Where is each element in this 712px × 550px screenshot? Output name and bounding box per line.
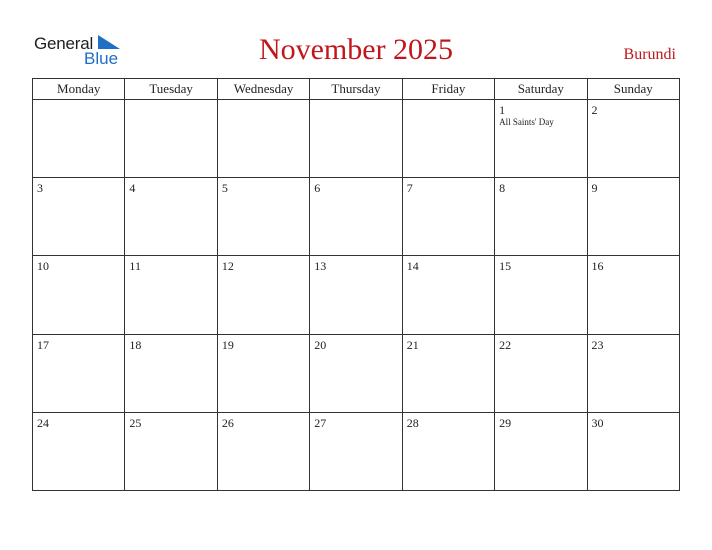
day-cell <box>125 178 217 256</box>
day-number: 19 <box>221 337 234 352</box>
day-number: 11 <box>129 259 141 274</box>
day-number: 27 <box>314 415 327 430</box>
day-cell <box>495 178 587 256</box>
day-cell <box>33 334 125 412</box>
day-cell <box>125 100 217 178</box>
weekday-header: Friday <box>402 79 494 100</box>
day-number: 26 <box>221 415 234 430</box>
week-row <box>33 100 680 178</box>
day-cell <box>125 334 217 412</box>
day-number: 20 <box>314 337 327 352</box>
day-number: 13 <box>314 259 327 274</box>
day-number: 15 <box>499 259 512 274</box>
day-cell <box>402 100 494 178</box>
day-number: 17 <box>37 337 49 352</box>
weekday-header-row <box>33 79 680 100</box>
calendar-grid <box>32 78 680 491</box>
day-cell <box>495 334 587 412</box>
day-number: 12 <box>221 259 234 274</box>
day-cell <box>310 334 402 412</box>
week-row <box>33 334 680 412</box>
day-cell <box>217 100 309 178</box>
day-number: 21 <box>406 337 419 352</box>
day-cell <box>125 412 217 490</box>
day-cell <box>587 256 679 334</box>
day-number: 23 <box>591 337 604 352</box>
day-number: 22 <box>499 337 512 352</box>
weekday-header: Thursday <box>310 79 402 100</box>
day-cell <box>402 334 494 412</box>
day-number: 1 <box>499 103 506 117</box>
weekday-header: Wednesday <box>217 79 309 100</box>
day-cell <box>217 256 309 334</box>
day-cell <box>217 412 309 490</box>
day-number: 4 <box>129 181 136 196</box>
weekday-header: Saturday <box>495 79 587 100</box>
holiday-label: All Saints' Day <box>499 117 554 127</box>
day-number: 16 <box>591 259 604 274</box>
week-row <box>33 412 680 490</box>
day-number: 7 <box>406 181 413 196</box>
day-number: 25 <box>129 415 142 430</box>
day-cell <box>587 334 679 412</box>
weekday-header: Monday <box>33 79 125 100</box>
logo-text-blue: Blue <box>84 49 119 68</box>
day-number: 30 <box>591 415 604 430</box>
day-number: 6 <box>314 181 321 196</box>
day-cell <box>310 178 402 256</box>
day-cell <box>587 100 679 178</box>
day-cell <box>402 256 494 334</box>
week-row <box>33 178 680 256</box>
day-cell <box>33 256 125 334</box>
day-cell <box>495 412 587 490</box>
day-cell <box>402 178 494 256</box>
day-number: 10 <box>37 259 49 274</box>
day-cell <box>33 412 125 490</box>
day-number: 3 <box>37 181 43 196</box>
day-cell <box>217 334 309 412</box>
day-cell <box>587 178 679 256</box>
day-number: 18 <box>129 337 142 352</box>
day-number: 28 <box>406 415 419 430</box>
day-number: 29 <box>499 415 512 430</box>
country-name: Burundi <box>623 46 676 63</box>
day-cell <box>587 412 679 490</box>
day-number: 24 <box>37 415 49 430</box>
day-cell <box>125 256 217 334</box>
day-cell <box>310 412 402 490</box>
day-number: 9 <box>591 181 598 196</box>
logo-text-general: General <box>34 34 94 53</box>
day-number: 2 <box>591 103 598 117</box>
day-cell <box>33 100 125 178</box>
day-cell <box>310 256 402 334</box>
month-title: November 2025 <box>258 33 454 66</box>
weekday-header: Tuesday <box>125 79 217 100</box>
week-row <box>33 256 680 334</box>
day-cell <box>33 178 125 256</box>
weekday-header: Sunday <box>587 79 679 100</box>
day-cell <box>310 100 402 178</box>
day-number: 14 <box>406 259 419 274</box>
day-cell <box>402 412 494 490</box>
day-number: 5 <box>221 181 228 196</box>
day-cell <box>217 178 309 256</box>
day-number: 8 <box>499 181 506 196</box>
day-cell <box>495 100 587 178</box>
day-cell <box>495 256 587 334</box>
